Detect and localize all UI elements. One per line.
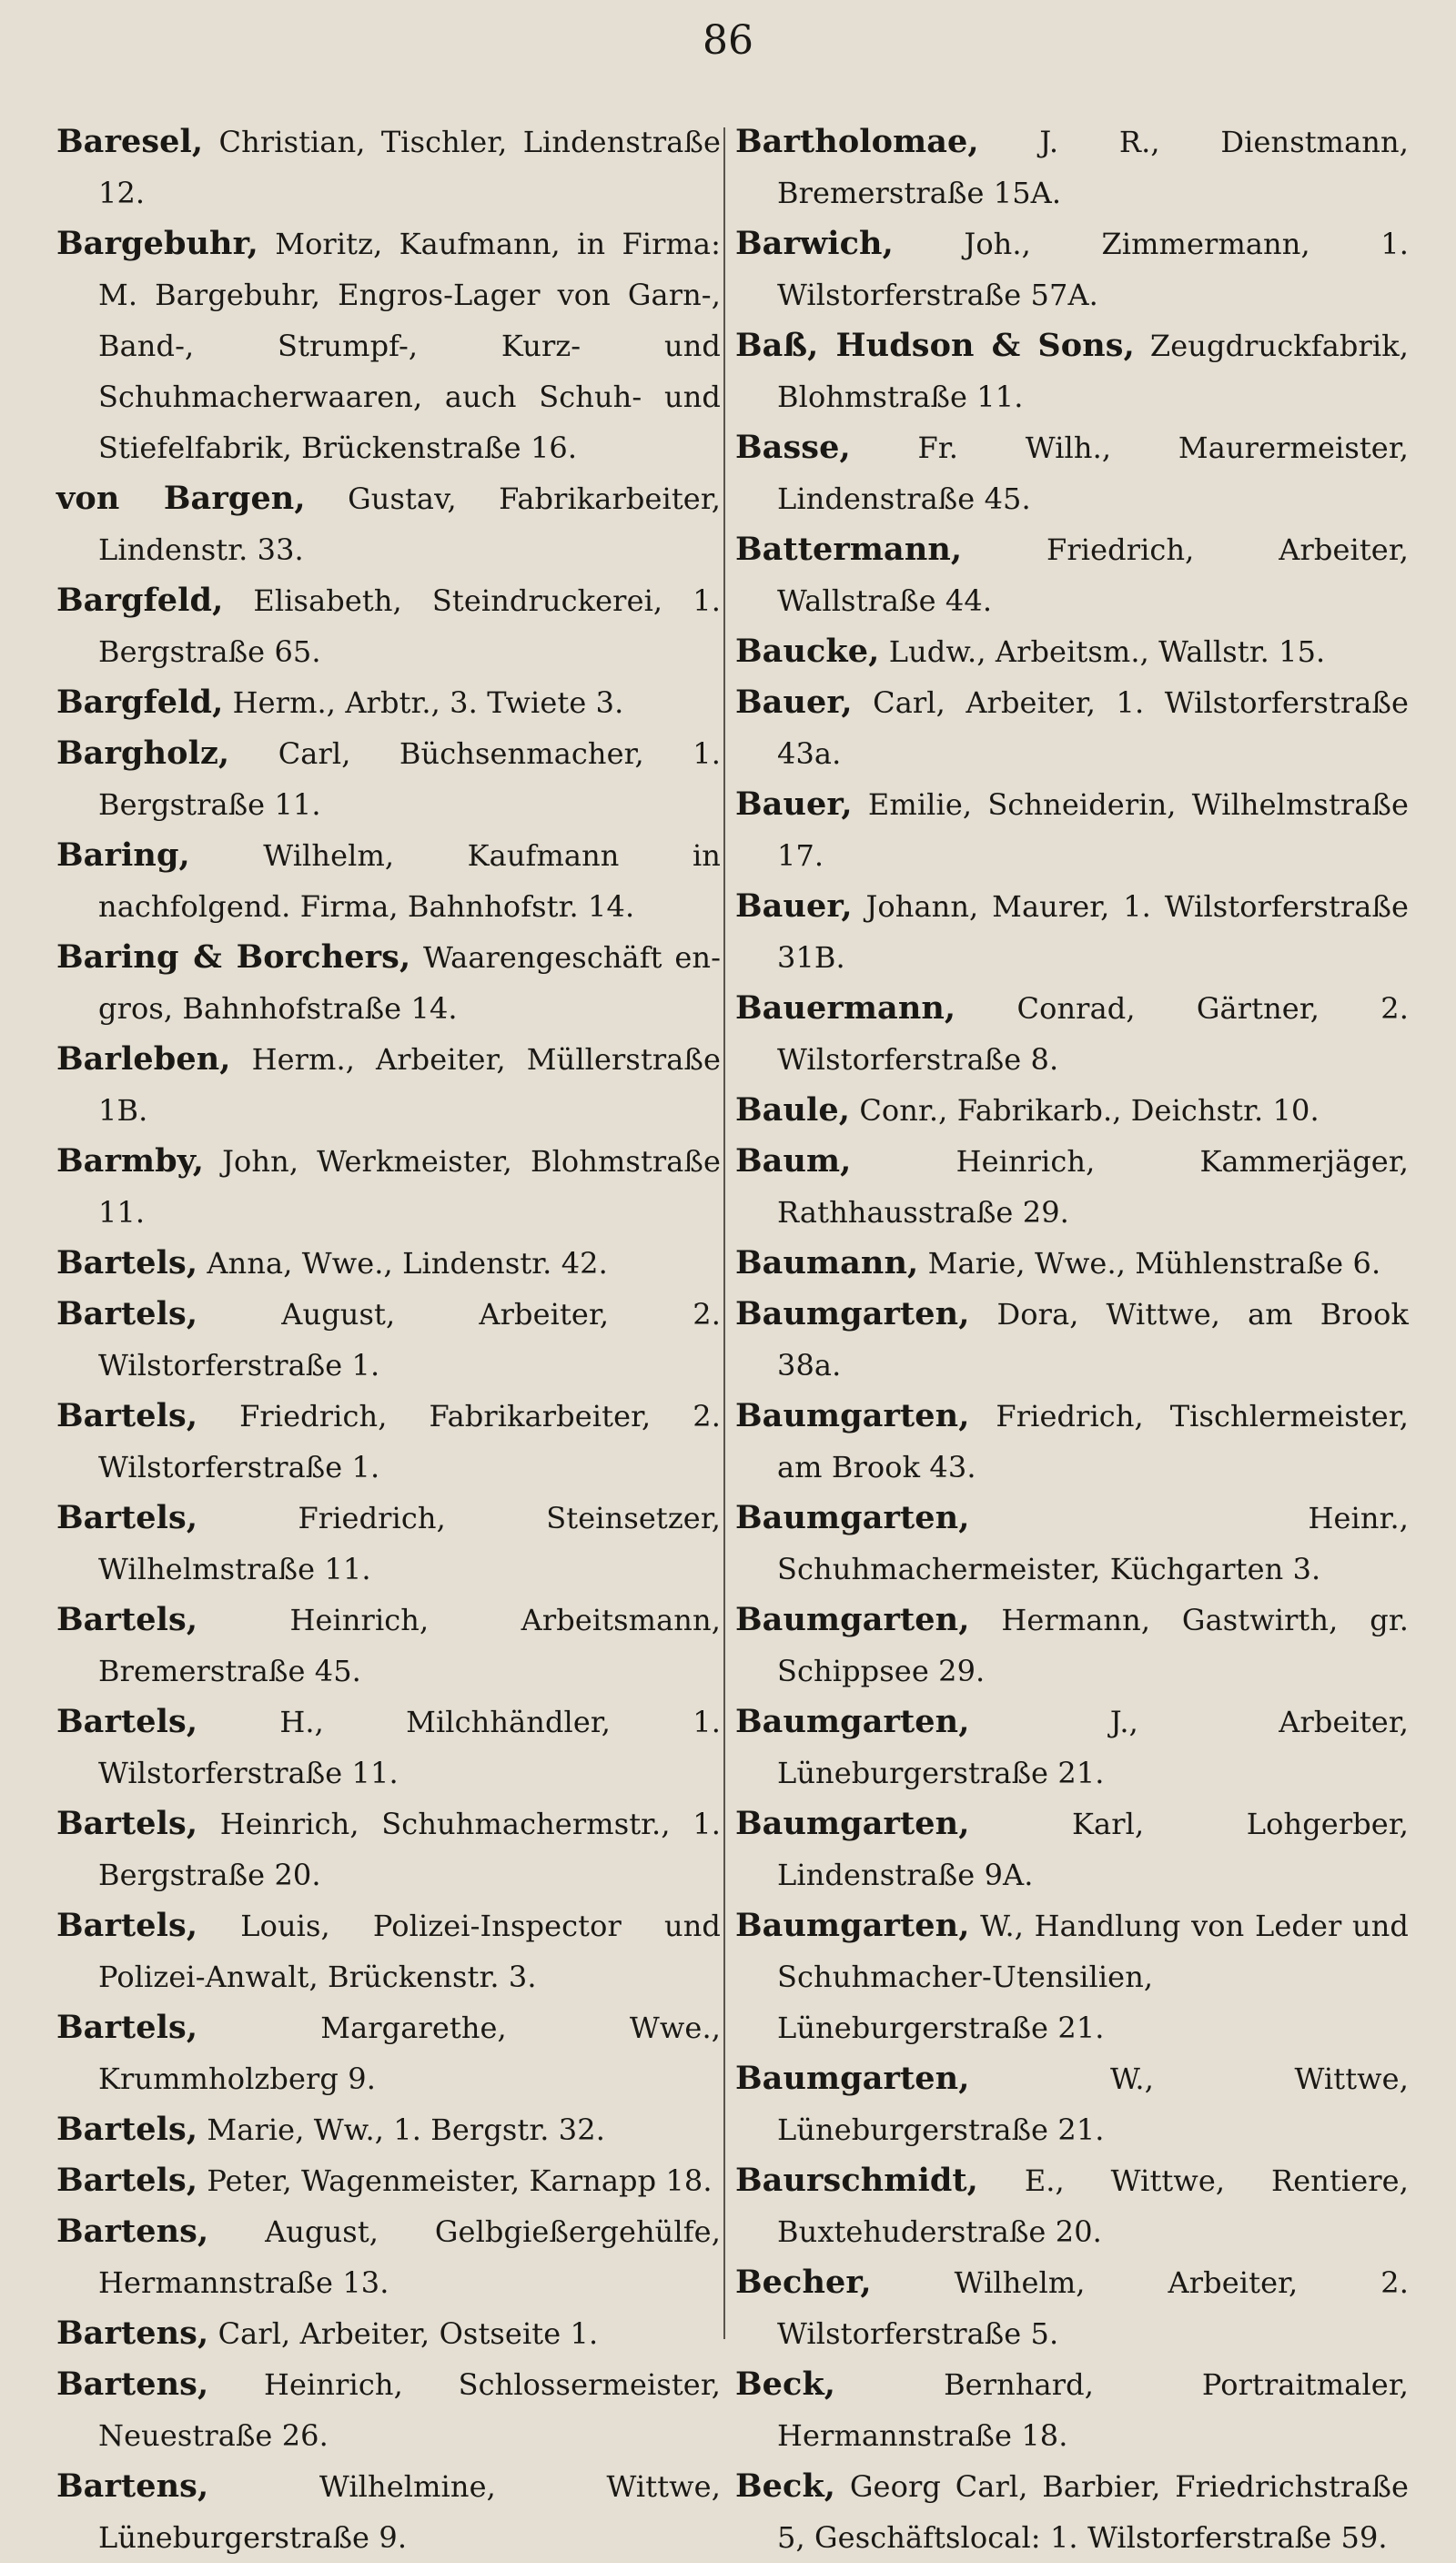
entry-details: Bernhard, Portraitmaler, Hermannstraße 18. bbox=[777, 2367, 1409, 2453]
directory-entry bbox=[56, 2155, 721, 2206]
directory-entry bbox=[735, 116, 1409, 218]
directory-entry bbox=[56, 2206, 721, 2308]
directory-entry bbox=[56, 1391, 721, 1493]
entry-surname: Baurschmidt, bbox=[735, 2162, 978, 2199]
directory-entry bbox=[56, 1034, 721, 1136]
entry-surname: Becher, bbox=[735, 2264, 872, 2301]
directory-entry bbox=[56, 677, 721, 728]
directory-entry bbox=[56, 2461, 721, 2563]
entry-surname: Baumann, bbox=[735, 1244, 919, 1282]
entry-details: Margarethe, Wwe., Krummholzberg 9. bbox=[98, 2011, 721, 2096]
entry-details: Dora, Wittwe, am Brook 38a. bbox=[777, 1297, 1409, 1383]
entry-details: John, Werkmeister, Blohmstraße 11. bbox=[98, 1144, 721, 1230]
entry-details: Emilie, Schneiderin, Wilhelmstraße 17. bbox=[777, 787, 1409, 873]
entry-surname: von Bargen, bbox=[56, 480, 306, 517]
directory-entry bbox=[56, 830, 721, 932]
entry-details: Marie, Ww., 1. Bergstr. 32. bbox=[207, 2112, 605, 2147]
entry-surname: Baule, bbox=[735, 1091, 851, 1129]
directory-entry bbox=[56, 218, 721, 473]
entry-surname: Bartens, bbox=[56, 2467, 209, 2505]
right-column bbox=[735, 116, 1409, 2563]
entry-details: Carl, Büchsenmacher, 1. Bergstraße 11. bbox=[98, 736, 721, 822]
directory-entry bbox=[56, 1238, 721, 1289]
column-divider bbox=[723, 127, 725, 2339]
entry-details: Conrad, Gärtner, 2. Wilstorferstraße 8. bbox=[777, 991, 1409, 1077]
directory-entry bbox=[735, 1238, 1409, 1289]
directory-entry bbox=[735, 677, 1409, 779]
entry-details: E., Wittwe, Rentiere, Buxtehuderstraße 20. bbox=[777, 2163, 1409, 2249]
entry-details: Friedrich, Fabrikarbeiter, 2. Wilstorferstraße 1. bbox=[98, 1399, 721, 1484]
entry-surname: Baumgarten, bbox=[735, 1703, 970, 1740]
entry-details: Wilhelm, Kaufmann in nachfolgend. Firma, Bahnhofstr. 14. bbox=[98, 838, 722, 924]
entry-surname: Bauer, bbox=[735, 785, 853, 823]
directory-entry bbox=[735, 1900, 1409, 2053]
directory-entry bbox=[735, 1391, 1409, 1493]
entry-surname: Baucke, bbox=[735, 633, 880, 670]
entry-details: Elisabeth, Steindruckerei, 1. Bergstraße 65. bbox=[98, 583, 721, 669]
entry-surname: Bartels, bbox=[56, 1397, 198, 1434]
entry-details: Herm., Arbtr., 3. Twiete 3. bbox=[232, 685, 624, 720]
entry-surname: Baring, bbox=[56, 836, 190, 874]
entry-surname: Baumgarten, bbox=[735, 2060, 970, 2097]
directory-entry bbox=[735, 1289, 1409, 1391]
page-number: 86 bbox=[703, 17, 753, 64]
entry-surname: Bargebuhr, bbox=[56, 225, 258, 262]
entry-details: Heinrich, Kammerjäger, Rathhausstraße 29. bbox=[777, 1144, 1409, 1230]
entry-details: August, Arbeiter, 2. Wilstorferstraße 1. bbox=[98, 1297, 721, 1383]
entry-surname: Bauermann, bbox=[735, 989, 956, 1027]
directory-entry bbox=[56, 2002, 721, 2104]
entry-surname: Baumgarten, bbox=[735, 1397, 970, 1434]
entry-details: Friedrich, Arbeiter, Wallstraße 44. bbox=[777, 532, 1409, 618]
directory-entry bbox=[56, 575, 721, 677]
directory-entry bbox=[56, 728, 721, 830]
directory-entry bbox=[56, 1900, 721, 2002]
entry-details: Zeugdruckfabrik, Blohmstraße 11. bbox=[777, 329, 1409, 414]
entry-surname: Bauer, bbox=[735, 684, 853, 721]
entry-details: Heinrich, Schuhmachermstr., 1. Bergstraße 20. bbox=[98, 1807, 721, 1892]
directory-entry bbox=[56, 2359, 721, 2461]
directory-entry bbox=[735, 422, 1409, 524]
directory-entry bbox=[735, 2257, 1409, 2359]
entry-surname: Battermann, bbox=[735, 531, 963, 568]
directory-entry bbox=[735, 2461, 1409, 2563]
directory-entry bbox=[56, 1493, 721, 1595]
entry-details: Wilhelm, Arbeiter, 2. Wilstorferstraße 5. bbox=[777, 2265, 1409, 2351]
entry-surname: Bartels, bbox=[56, 1907, 198, 1944]
directory-entry bbox=[56, 1289, 721, 1391]
entry-surname: Bartels, bbox=[56, 1295, 198, 1332]
entry-surname: Bartels, bbox=[56, 1805, 198, 1842]
entry-surname: Baumgarten, bbox=[735, 1907, 970, 1944]
entry-surname: Bargfeld, bbox=[56, 684, 224, 721]
entry-details: J. R., Dienstmann, Bremerstraße 15A. bbox=[777, 125, 1409, 210]
entry-surname: Basse, bbox=[735, 429, 851, 466]
entry-details: Karl, Lohgerber, Lindenstraße 9A. bbox=[777, 1807, 1409, 1892]
entry-details: H., Milchhändler, 1. Wilstorferstraße 11. bbox=[98, 1705, 722, 1790]
entry-surname: Baumgarten, bbox=[735, 1805, 970, 1842]
entry-surname: Baum, bbox=[735, 1142, 852, 1180]
entry-details: Ludw., Arbeitsm., Wallstr. 15. bbox=[888, 634, 1326, 669]
entry-details: Heinrich, Arbeitsmann, Bremerstraße 45. bbox=[98, 1603, 721, 1688]
directory-entry bbox=[735, 1697, 1409, 1798]
entry-details: Moritz, Kaufmann, in Firma: M. Bargebuhr, Engros-Lager von Garn-, Band-, Strumpf-, Kurz- und Schuhmacherwaaren, auch Schuh- und Stiefelfabrik, Brückenstraße 16. bbox=[98, 227, 721, 465]
entry-details: Heinr., Schuhmachermeister, Küchgarten 3. bbox=[777, 1501, 1409, 1586]
entry-surname: Bartels, bbox=[56, 2111, 198, 2148]
directory-entry bbox=[735, 779, 1409, 881]
entry-surname: Bargholz, bbox=[56, 734, 230, 772]
entry-details: Louis, Polizei-Inspector und Polizei-Anwalt, Brückenstr. 3. bbox=[98, 1909, 721, 1994]
entry-details: Hermann, Gastwirth, gr. Schippsee 29. bbox=[777, 1603, 1409, 1688]
entry-surname: Baresel, bbox=[56, 123, 204, 160]
directory-entry bbox=[735, 2359, 1409, 2461]
entry-surname: Bargfeld, bbox=[56, 582, 224, 619]
entry-details: August, Gelbgießergehülfe, Hermannstraße 13. bbox=[98, 2214, 721, 2300]
directory-entry bbox=[735, 218, 1409, 320]
directory-entry bbox=[56, 1136, 721, 1238]
entry-details: Waarengeschäft en-gros, Bahnhofstraße 14. bbox=[98, 940, 721, 1026]
entry-details: Gustav, Fabrikarbeiter, Lindenstr. 33. bbox=[98, 481, 721, 567]
entry-details: Friedrich, Tischlermeister, am Brook 43. bbox=[777, 1399, 1409, 1484]
entry-surname: Bartels, bbox=[56, 2009, 198, 2046]
entry-surname: Bartels, bbox=[56, 1244, 198, 1282]
directory-entry bbox=[735, 1595, 1409, 1697]
directory-entry bbox=[56, 473, 721, 575]
entry-details: W., Wittwe, Lüneburgerstraße 21. bbox=[777, 2062, 1409, 2147]
entry-surname: Bartels, bbox=[56, 1703, 198, 1740]
directory-entry bbox=[735, 983, 1409, 1085]
entry-details: Wilhelmine, Wittwe, Lüneburgerstraße 9. bbox=[98, 2469, 721, 2555]
entry-details: Anna, Wwe., Lindenstr. 42. bbox=[207, 1246, 608, 1281]
entry-details: Heinrich, Schlossermeister, Neuestraße 26. bbox=[98, 2367, 721, 2453]
directory-entry bbox=[735, 320, 1409, 422]
entry-surname: Barmby, bbox=[56, 1142, 205, 1180]
entry-details: Christian, Tischler, Lindenstraße 12. bbox=[98, 125, 721, 210]
directory-entry bbox=[735, 2155, 1409, 2257]
entry-surname: Bartens, bbox=[56, 2315, 209, 2352]
entry-details: Joh., Zimmermann, 1. Wilstorferstraße 57A. bbox=[777, 227, 1409, 312]
directory-entry bbox=[735, 1493, 1409, 1595]
entry-surname: Barleben, bbox=[56, 1040, 231, 1078]
entry-surname: Bauer, bbox=[735, 887, 853, 925]
entry-surname: Bartels, bbox=[56, 1499, 198, 1536]
entry-details: Herm., Arbeiter, Müllerstraße 1B. bbox=[98, 1042, 721, 1128]
entry-surname: Baring & Borchers, bbox=[56, 938, 411, 976]
entry-details: Conr., Fabrikarb., Deichstr. 10. bbox=[859, 1093, 1320, 1128]
directory-entry bbox=[56, 2308, 721, 2359]
entry-details: Peter, Wagenmeister, Karnapp 18. bbox=[207, 2163, 713, 2198]
left-column bbox=[56, 116, 721, 2563]
directory-entry bbox=[56, 1697, 721, 1798]
directory-entry bbox=[56, 1798, 721, 1900]
entry-surname: Bartens, bbox=[56, 2213, 209, 2250]
entry-surname: Bartens, bbox=[56, 2365, 209, 2403]
entry-surname: Baumgarten, bbox=[735, 1499, 970, 1536]
directory-entry bbox=[735, 1798, 1409, 1900]
directory-entry bbox=[735, 626, 1409, 677]
directory-entry bbox=[735, 1136, 1409, 1238]
entry-surname: Bartels, bbox=[56, 1601, 198, 1638]
entry-details: Carl, Arbeiter, 1. Wilstorferstraße 43a. bbox=[777, 685, 1409, 771]
entry-details: Marie, Wwe., Mühlenstraße 6. bbox=[927, 1246, 1381, 1281]
directory-entry bbox=[735, 524, 1409, 626]
entry-surname: Baß, Hudson & Sons, bbox=[735, 327, 1135, 364]
directory-entry bbox=[735, 2053, 1409, 2155]
entry-details: Johann, Maurer, 1. Wilstorferstraße 31B. bbox=[777, 889, 1409, 975]
entry-surname: Bartels, bbox=[56, 2162, 198, 2199]
entry-surname: Beck, bbox=[735, 2467, 836, 2505]
entry-surname: Barwich, bbox=[735, 225, 894, 262]
directory-entry bbox=[56, 932, 721, 1034]
directory-entry bbox=[56, 2104, 721, 2155]
directory-entry bbox=[56, 1595, 721, 1697]
entry-details: W., Handlung von Leder und Schuhmacher-Utensilien, Lüneburgerstraße 21. bbox=[777, 1909, 1409, 2045]
entry-surname: Baumgarten, bbox=[735, 1601, 970, 1638]
entry-details: Fr. Wilh., Maurermeister, Lindenstraße 45. bbox=[777, 431, 1409, 516]
entry-surname: Bartholomae, bbox=[735, 123, 979, 160]
directory-entry bbox=[735, 881, 1409, 983]
entry-details: Georg Carl, Barbier, Friedrichstraße 5, Geschäftslocal: 1. Wilstorferstraße 59. bbox=[777, 2469, 1409, 2555]
entry-details: Friedrich, Steinsetzer, Wilhelmstraße 11. bbox=[98, 1501, 721, 1586]
entry-surname: Beck, bbox=[735, 2365, 836, 2403]
entry-details: Carl, Arbeiter, Ostseite 1. bbox=[217, 2316, 599, 2351]
directory-entry bbox=[56, 116, 721, 218]
entry-details: J., Arbeiter, Lüneburgerstraße 21. bbox=[777, 1705, 1409, 1790]
entry-surname: Baumgarten, bbox=[735, 1295, 970, 1332]
directory-entry bbox=[735, 1085, 1409, 1136]
